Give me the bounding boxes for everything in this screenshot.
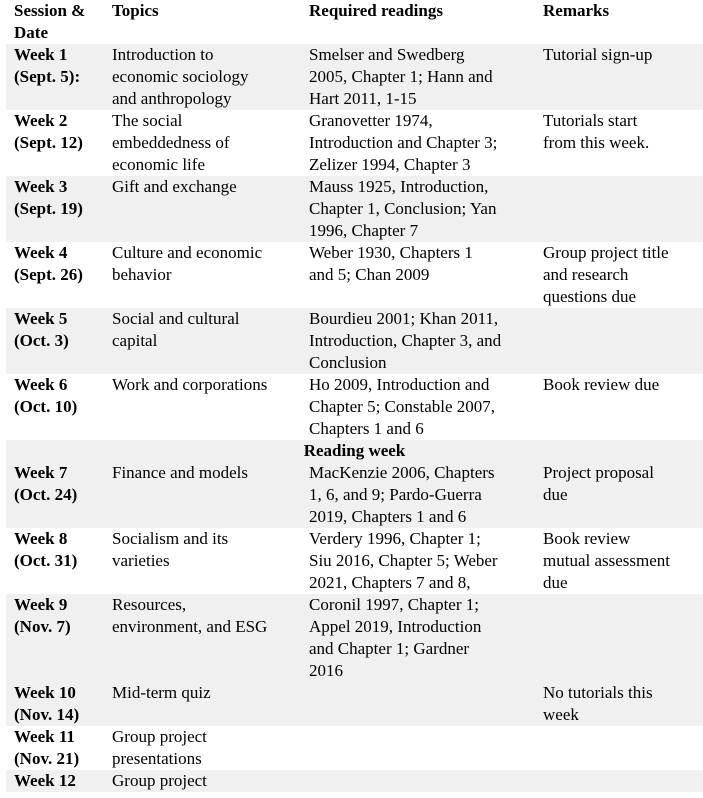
- schedule-table: [6, 0, 703, 792]
- session-date-cell: [6, 594, 104, 682]
- session-date: (Oct. 3): [14, 331, 69, 350]
- cell-line: Project proposal: [543, 463, 654, 482]
- cell-line: Zelizer 1994, Chapter 3: [309, 155, 471, 174]
- table-row: [6, 176, 703, 242]
- week-label: Week 9: [14, 595, 68, 614]
- readings-cell: [301, 374, 535, 440]
- cell-line: due: [543, 485, 568, 504]
- readings-cell: [301, 462, 535, 528]
- cell-line: Chapters 1 and 6: [309, 419, 424, 438]
- cell-line: Coronil 1997, Chapter 1;: [309, 595, 479, 614]
- session-date: (Nov. 14): [14, 705, 80, 724]
- week-label: Week 10: [14, 683, 76, 702]
- session-date-cell: [6, 374, 104, 440]
- session-date: (Oct. 10): [14, 397, 78, 416]
- table-row: [6, 770, 703, 792]
- header-remarks: Remarks: [543, 1, 610, 20]
- table-row: [6, 308, 703, 374]
- remarks-cell: [535, 176, 703, 242]
- cell-line: and anthropology: [112, 89, 232, 108]
- header-session-date: Session & Date: [14, 1, 86, 42]
- cell-line: economic life: [112, 155, 205, 174]
- topic-cell: [104, 176, 301, 242]
- remarks-cell: [535, 242, 703, 308]
- cell-line: capital: [112, 331, 158, 350]
- schedule-body: [6, 44, 703, 792]
- remarks-cell: [535, 594, 703, 682]
- cell-line: mutual assessment: [543, 551, 671, 570]
- cell-line: Weber 1930, Chapters 1: [309, 243, 473, 262]
- cell-line: Tutorials start: [543, 111, 638, 130]
- header-topics: Topics: [112, 1, 159, 20]
- remarks-cell: [535, 308, 703, 374]
- readings-cell: [301, 528, 535, 594]
- topic-cell: [104, 374, 301, 440]
- cell-line: and 5; Chan 2009: [309, 265, 430, 284]
- week-label: Week 7: [14, 463, 68, 482]
- reading-week-label: Reading week: [6, 440, 703, 462]
- session-date-cell: [6, 242, 104, 308]
- cell-line: Culture and economic: [112, 243, 263, 262]
- session-date-cell: [6, 726, 104, 770]
- cell-line: Bourdieu 2001; Khan 2011,: [309, 309, 499, 328]
- session-date: (Oct. 31): [14, 551, 78, 570]
- session-date: (Nov. 7): [14, 617, 71, 636]
- table-row: [6, 682, 703, 726]
- remarks-cell: [535, 110, 703, 176]
- session-date: (Oct. 24): [14, 485, 78, 504]
- week-label: Week 2: [14, 111, 68, 130]
- cell-line: 2016: [309, 661, 343, 680]
- topic-cell: [104, 528, 301, 594]
- session-date-cell: [6, 308, 104, 374]
- session-date: (Sept. 19): [14, 199, 83, 218]
- cell-line: behavior: [112, 265, 172, 284]
- readings-cell: [301, 176, 535, 242]
- cell-line: Introduction to: [112, 45, 214, 64]
- cell-line: Gift and exchange: [112, 177, 237, 196]
- cell-line: varieties: [112, 551, 170, 570]
- readings-cell: [301, 242, 535, 308]
- cell-line: Socialism and its: [112, 529, 229, 548]
- remarks-cell: [535, 44, 703, 110]
- cell-line: Group project: [112, 727, 207, 746]
- cell-line: Mauss 1925, Introduction,: [309, 177, 489, 196]
- cell-line: Group project title: [543, 243, 669, 262]
- session-date: (Nov. 21): [14, 749, 80, 768]
- reading-week-row: [6, 440, 703, 462]
- topic-cell: [104, 682, 301, 726]
- remarks-cell: [535, 682, 703, 726]
- readings-cell: [301, 110, 535, 176]
- table-row: [6, 44, 703, 110]
- session-date-cell: [6, 682, 104, 726]
- cell-line: and research: [543, 265, 629, 284]
- topic-cell: [104, 308, 301, 374]
- remarks-cell: [535, 462, 703, 528]
- cell-line: Finance and models: [112, 463, 248, 482]
- topic-cell: [104, 44, 301, 110]
- cell-line: No tutorials this: [543, 683, 653, 702]
- readings-cell: [301, 44, 535, 110]
- table-row: [6, 374, 703, 440]
- table-row: [6, 594, 703, 682]
- cell-line: Social and cultural: [112, 309, 240, 328]
- session-date-cell: [6, 110, 104, 176]
- readings-cell: [301, 770, 535, 792]
- cell-line: and Chapter 1; Gardner: [309, 639, 470, 658]
- session-date: (Sept. 26): [14, 265, 83, 284]
- cell-line: economic sociology: [112, 67, 249, 86]
- cell-line: Conclusion: [309, 353, 387, 372]
- cell-line: 2021, Chapters 7 and 8,: [309, 573, 471, 592]
- week-label: Week 6: [14, 375, 68, 394]
- remarks-cell: [535, 726, 703, 770]
- week-label: Week 1: [14, 45, 68, 64]
- topic-cell: [104, 770, 301, 792]
- cell-line: Tutorial sign-up: [543, 45, 653, 64]
- cell-line: Book review due: [543, 375, 660, 394]
- topic-cell: [104, 726, 301, 770]
- cell-line: The social: [112, 111, 183, 130]
- cell-line: questions due: [543, 287, 637, 306]
- cell-line: week: [543, 705, 579, 724]
- remarks-cell: [535, 770, 703, 792]
- cell-line: 2019, Chapters 1 and 6: [309, 507, 467, 526]
- table-row: [6, 528, 703, 594]
- session-date: (Sept. 12): [14, 133, 83, 152]
- table-row: [6, 110, 703, 176]
- header-required-readings: Required readings: [309, 1, 443, 20]
- topic-cell: [104, 462, 301, 528]
- cell-line: Mid-term quiz: [112, 683, 211, 702]
- table-row: [6, 462, 703, 528]
- cell-line: embeddedness of: [112, 133, 230, 152]
- week-label: Week 8: [14, 529, 68, 548]
- cell-line: Resources,: [112, 595, 187, 614]
- cell-line: presentations: [112, 749, 202, 768]
- topic-cell: [104, 242, 301, 308]
- cell-line: Group project: [112, 771, 207, 790]
- remarks-cell: [535, 374, 703, 440]
- readings-cell: [301, 726, 535, 770]
- table-row: [6, 726, 703, 770]
- cell-line: 1, 6, and 9; Pardo-Guerra: [309, 485, 482, 504]
- table-header-row: [6, 0, 703, 44]
- remarks-cell: [535, 528, 703, 594]
- session-date-cell: [6, 462, 104, 528]
- cell-line: Introduction and Chapter 3;: [309, 133, 498, 152]
- session-date: (Sept. 5):: [14, 67, 81, 86]
- cell-line: Chapter 5; Constable 2007,: [309, 397, 496, 416]
- cell-line: Verdery 1996, Chapter 1;: [309, 529, 481, 548]
- cell-line: 1996, Chapter 7: [309, 221, 419, 240]
- cell-line: due: [543, 573, 568, 592]
- readings-cell: [301, 594, 535, 682]
- cell-line: Siu 2016, Chapter 5; Weber: [309, 551, 498, 570]
- week-label: Week 3: [14, 177, 68, 196]
- readings-cell: [301, 308, 535, 374]
- table-row: [6, 242, 703, 308]
- topic-cell: [104, 110, 301, 176]
- cell-line: 2005, Chapter 1; Hann and: [309, 67, 493, 86]
- week-label: Week 4: [14, 243, 68, 262]
- cell-line: Ho 2009, Introduction and: [309, 375, 490, 394]
- session-date-cell: [6, 44, 104, 110]
- cell-line: environment, and ESG: [112, 617, 268, 636]
- week-label: Week 11: [14, 727, 75, 746]
- readings-cell: [301, 682, 535, 726]
- cell-line: MacKenzie 2006, Chapters: [309, 463, 495, 482]
- cell-line: Book review: [543, 529, 631, 548]
- week-label: Week 12: [14, 771, 76, 790]
- cell-line: Work and corporations: [112, 375, 268, 394]
- cell-line: Introduction, Chapter 3, and: [309, 331, 502, 350]
- session-date-cell: [6, 770, 104, 792]
- session-date-cell: [6, 528, 104, 594]
- cell-line: from this week.: [543, 133, 650, 152]
- topic-cell: [104, 594, 301, 682]
- cell-line: Hart 2011, 1-15: [309, 89, 417, 108]
- cell-line: Granovetter 1974,: [309, 111, 433, 130]
- week-label: Week 5: [14, 309, 68, 328]
- cell-line: Chapter 1, Conclusion; Yan: [309, 199, 497, 218]
- cell-line: Smelser and Swedberg: [309, 45, 465, 64]
- session-date-cell: [6, 176, 104, 242]
- cell-line: Appel 2019, Introduction: [309, 617, 482, 636]
